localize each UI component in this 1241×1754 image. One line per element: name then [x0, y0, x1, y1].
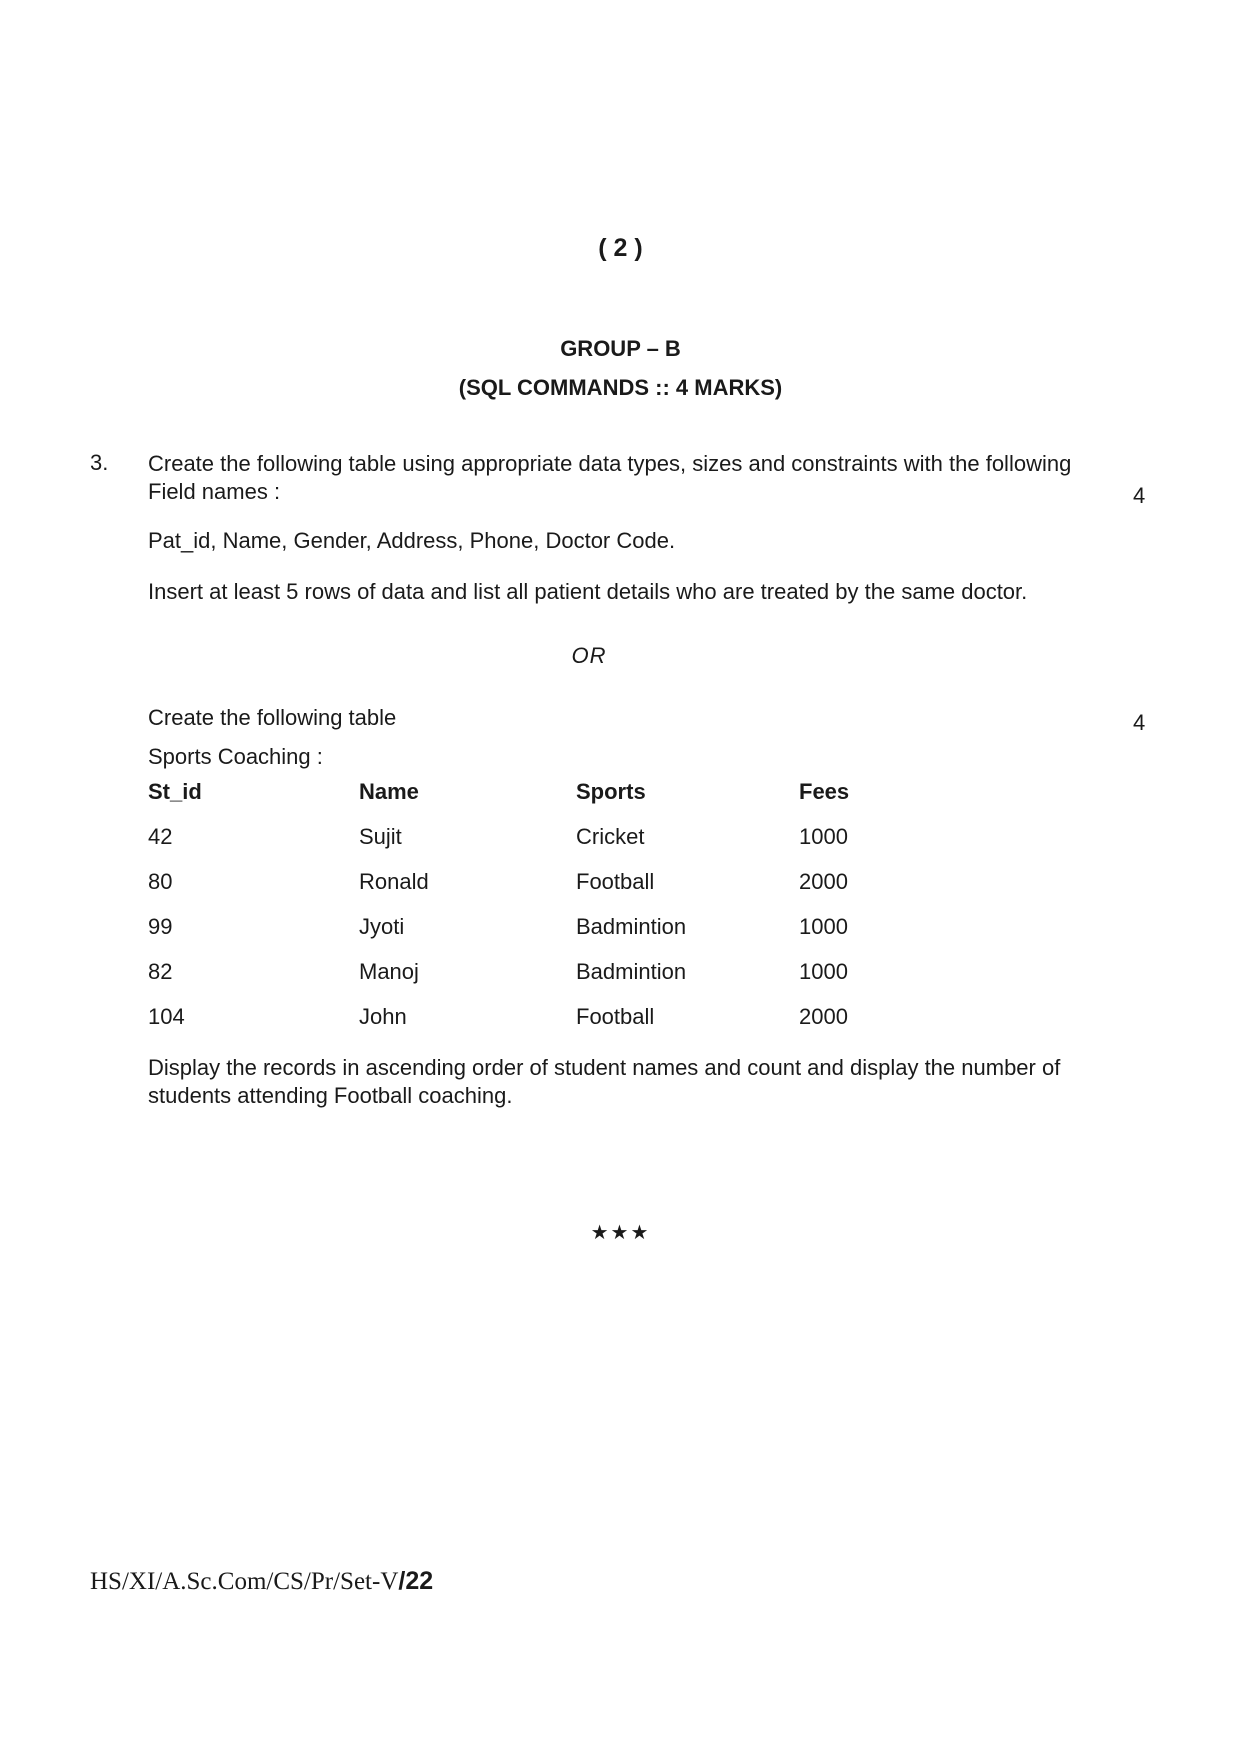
alt-question-intro: Create the following table: [148, 705, 397, 730]
table-row: [148, 1003, 948, 1048]
cell-fees: 2000: [799, 1004, 848, 1029]
alt-question-task-line1: Display the records in ascending order of student names and count and display the number of: [148, 1055, 1061, 1080]
table-name: Sports Coaching :: [148, 744, 323, 769]
cell-st-id: 99: [148, 914, 173, 939]
header-name: Name: [359, 779, 419, 804]
cell-sports: Football: [576, 869, 655, 894]
marks-question-1: 4: [1133, 483, 1146, 508]
end-of-paper-stars: ★★★: [590, 1222, 651, 1244]
cell-name: John: [359, 1004, 407, 1029]
table-row: [148, 913, 948, 958]
cell-name: Manoj: [359, 959, 419, 984]
group-subtitle: (SQL COMMANDS :: 4 MARKS): [458, 375, 783, 400]
header-sports: Sports: [576, 779, 646, 804]
cell-fees: 2000: [799, 869, 848, 894]
header-fees: Fees: [799, 779, 850, 804]
cell-st-id: 82: [148, 959, 173, 984]
cell-name: Ronald: [359, 869, 429, 894]
table-row: [148, 823, 948, 868]
cell-sports: Football: [576, 1004, 655, 1029]
table-header-row: [148, 778, 948, 823]
sports-coaching-table: [148, 778, 948, 1048]
question-intro: [148, 450, 1098, 506]
paper-year: /22: [398, 1567, 434, 1595]
table-row: [148, 868, 948, 913]
field-list: Pat_id, Name, Gender, Address, Phone, Doctor Code.: [148, 528, 676, 553]
or-label: OR: [571, 643, 607, 668]
question-intro-line1: Create the following table using appropriate data types, sizes and constraints with the following: [148, 451, 1072, 476]
alt-question-task-line2: students attending Football coaching.: [148, 1083, 513, 1108]
cell-sports: Badmintion: [576, 959, 687, 984]
paper-code-footer: [90, 1567, 433, 1596]
question-intro-line2: Field names :: [148, 479, 281, 504]
group-title: GROUP – B: [560, 336, 681, 361]
question-task: Insert at least 5 rows of data and list all patient details who are treated by the same doctor.: [148, 579, 1028, 604]
cell-fees: 1000: [799, 914, 848, 939]
page-number: ( 2 ): [598, 234, 643, 262]
cell-st-id: 42: [148, 824, 173, 849]
cell-name: Sujit: [359, 824, 402, 849]
cell-fees: 1000: [799, 959, 848, 984]
paper-code: HS/XI/A.Sc.Com/CS/Pr/Set-V: [90, 1568, 399, 1595]
cell-sports: Cricket: [576, 824, 645, 849]
cell-st-id: 104: [148, 1004, 185, 1029]
header-st-id: St_id: [148, 779, 202, 804]
cell-sports: Badmintion: [576, 914, 687, 939]
table-row: [148, 958, 948, 1003]
alt-question-task: [148, 1054, 1098, 1110]
question-number: 3.: [90, 450, 109, 475]
cell-name: Jyoti: [359, 914, 405, 939]
cell-st-id: 80: [148, 869, 173, 894]
marks-question-2: 4: [1133, 710, 1146, 735]
cell-fees: 1000: [799, 824, 848, 849]
